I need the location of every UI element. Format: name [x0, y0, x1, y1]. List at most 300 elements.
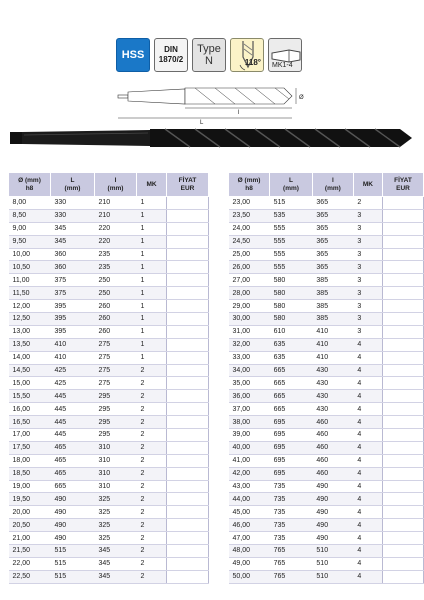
- cell-flute-length: 325: [95, 532, 137, 545]
- cell-flute-length: 410: [312, 338, 353, 351]
- type-label-line2: N: [205, 55, 213, 67]
- point-angle-label: 118°: [244, 58, 261, 67]
- cell-morse-taper: 4: [353, 441, 382, 454]
- cell-diameter: 22,50: [9, 570, 51, 583]
- table-row: [229, 390, 424, 403]
- header-diameter: Ø (mm) h8: [9, 173, 51, 197]
- cell-price: [167, 338, 209, 351]
- cell-price: [382, 570, 423, 583]
- cell-diameter: 30,00: [229, 313, 270, 326]
- cell-total-length: 425: [51, 364, 95, 377]
- table-row: [229, 467, 424, 480]
- cell-morse-taper: 2: [137, 403, 167, 416]
- table-row: [229, 325, 424, 338]
- cell-price: [382, 532, 423, 545]
- header-flute-length: l (mm): [312, 173, 353, 197]
- cell-diameter: 12,50: [9, 313, 51, 326]
- cell-diameter: 23,50: [229, 209, 270, 222]
- cell-diameter: 33,00: [229, 351, 270, 364]
- table-body-left: [9, 197, 209, 584]
- cell-flute-length: 310: [95, 454, 137, 467]
- table-row: [229, 197, 424, 210]
- cell-flute-length: 490: [312, 506, 353, 519]
- cell-morse-taper: 4: [353, 493, 382, 506]
- cell-diameter: 18,50: [9, 467, 51, 480]
- cell-price: [382, 364, 423, 377]
- cell-total-length: 580: [270, 274, 313, 287]
- cell-total-length: 490: [51, 519, 95, 532]
- table-row: [9, 416, 209, 429]
- table-row: [9, 519, 209, 532]
- cell-flute-length: 385: [312, 274, 353, 287]
- cell-flute-length: 490: [312, 519, 353, 532]
- cell-price: [167, 390, 209, 403]
- table-row: [229, 480, 424, 493]
- cell-morse-taper: 4: [353, 403, 382, 416]
- cell-morse-taper: 4: [353, 519, 382, 532]
- table-row: [229, 209, 424, 222]
- cell-morse-taper: 4: [353, 557, 382, 570]
- cell-morse-taper: 3: [353, 274, 382, 287]
- cell-morse-taper: 3: [353, 325, 382, 338]
- cell-diameter: 41,00: [229, 454, 270, 467]
- point-angle-badge: [230, 38, 264, 72]
- table-row: [9, 248, 209, 261]
- cell-total-length: 665: [270, 364, 313, 377]
- cell-diameter: 49,00: [229, 557, 270, 570]
- cell-total-length: 515: [51, 545, 95, 558]
- cell-diameter: 16,00: [9, 403, 51, 416]
- cell-price: [382, 557, 423, 570]
- table-row: [229, 377, 424, 390]
- cell-total-length: 635: [270, 338, 313, 351]
- cell-total-length: 555: [270, 248, 313, 261]
- cell-morse-taper: 1: [137, 313, 167, 326]
- spec-badges: [116, 38, 302, 72]
- table-row: [229, 222, 424, 235]
- cell-morse-taper: 2: [137, 377, 167, 390]
- cell-flute-length: 385: [312, 300, 353, 313]
- cell-price: [167, 493, 209, 506]
- cell-total-length: 665: [51, 480, 95, 493]
- table-row: [9, 222, 209, 235]
- cell-total-length: 535: [270, 209, 313, 222]
- cell-morse-taper: 1: [137, 209, 167, 222]
- drill-size-table-right: [228, 172, 424, 584]
- cell-total-length: 765: [270, 570, 313, 583]
- header-total-length: L (mm): [51, 173, 95, 197]
- cell-total-length: 765: [270, 557, 313, 570]
- cell-flute-length: 430: [312, 403, 353, 416]
- table-row: [229, 570, 424, 583]
- cell-price: [167, 416, 209, 429]
- cell-total-length: 735: [270, 480, 313, 493]
- table-row: [9, 351, 209, 364]
- cell-diameter: 24,00: [229, 222, 270, 235]
- table-row: [9, 300, 209, 313]
- cell-price: [382, 325, 423, 338]
- cell-flute-length: 460: [312, 454, 353, 467]
- cell-morse-taper: 1: [137, 248, 167, 261]
- table-row: [9, 545, 209, 558]
- cell-flute-length: 295: [95, 403, 137, 416]
- cell-price: [167, 454, 209, 467]
- cell-total-length: 490: [51, 493, 95, 506]
- table-row: [229, 416, 424, 429]
- cell-flute-length: 460: [312, 416, 353, 429]
- taper-label: MK1-4: [272, 62, 293, 69]
- cell-morse-taper: 4: [353, 416, 382, 429]
- cell-diameter: 28,00: [229, 287, 270, 300]
- table-header-row: [9, 173, 209, 197]
- cell-price: [167, 351, 209, 364]
- cell-total-length: 580: [270, 287, 313, 300]
- cell-price: [167, 557, 209, 570]
- cell-flute-length: 490: [312, 480, 353, 493]
- cell-price: [382, 261, 423, 274]
- cell-morse-taper: 2: [137, 493, 167, 506]
- cell-total-length: 765: [270, 545, 313, 558]
- table-row: [229, 351, 424, 364]
- cell-diameter: 47,00: [229, 532, 270, 545]
- table-header-row: [229, 173, 424, 197]
- cell-price: [167, 274, 209, 287]
- cell-flute-length: 325: [95, 506, 137, 519]
- drill-point-icon: [231, 39, 265, 73]
- cell-morse-taper: 3: [353, 287, 382, 300]
- table-row: [229, 506, 424, 519]
- table-row: [9, 454, 209, 467]
- cell-total-length: 665: [270, 403, 313, 416]
- table-row: [9, 557, 209, 570]
- cell-diameter: 13,00: [9, 325, 51, 338]
- cell-diameter: 19,50: [9, 493, 51, 506]
- cell-diameter: 21,50: [9, 545, 51, 558]
- cell-total-length: 490: [51, 506, 95, 519]
- din-label-line1: DIN: [164, 45, 178, 54]
- cell-total-length: 375: [51, 274, 95, 287]
- cell-flute-length: 490: [312, 493, 353, 506]
- table-row: [9, 325, 209, 338]
- cell-flute-length: 345: [95, 557, 137, 570]
- cell-morse-taper: 3: [353, 235, 382, 248]
- cell-price: [382, 480, 423, 493]
- cell-total-length: 360: [51, 248, 95, 261]
- cell-flute-length: 460: [312, 429, 353, 442]
- table-row: [9, 338, 209, 351]
- cell-flute-length: 295: [95, 429, 137, 442]
- cell-total-length: 695: [270, 454, 313, 467]
- cell-flute-length: 220: [95, 222, 137, 235]
- cell-total-length: 695: [270, 416, 313, 429]
- cell-flute-length: 275: [95, 364, 137, 377]
- cell-morse-taper: 1: [137, 287, 167, 300]
- cell-diameter: 12,00: [9, 300, 51, 313]
- cell-price: [167, 222, 209, 235]
- table-row: [9, 532, 209, 545]
- cell-price: [167, 429, 209, 442]
- cell-price: [167, 364, 209, 377]
- cell-price: [167, 377, 209, 390]
- cell-total-length: 555: [270, 235, 313, 248]
- table-row: [229, 287, 424, 300]
- cell-flute-length: 385: [312, 287, 353, 300]
- cell-diameter: 38,00: [229, 416, 270, 429]
- cell-diameter: 23,00: [229, 197, 270, 210]
- cell-diameter: 35,00: [229, 377, 270, 390]
- cell-total-length: 395: [51, 313, 95, 326]
- cell-price: [167, 480, 209, 493]
- cell-total-length: 345: [51, 222, 95, 235]
- cell-price: [382, 209, 423, 222]
- cell-diameter: 31,00: [229, 325, 270, 338]
- cell-flute-length: 365: [312, 261, 353, 274]
- cell-price: [382, 197, 423, 210]
- cell-morse-taper: 4: [353, 545, 382, 558]
- cell-diameter: 11,50: [9, 287, 51, 300]
- cell-diameter: 15,50: [9, 390, 51, 403]
- cell-flute-length: 260: [95, 300, 137, 313]
- cell-morse-taper: 4: [353, 364, 382, 377]
- cell-total-length: 665: [270, 377, 313, 390]
- table-row: [9, 274, 209, 287]
- table-row: [229, 493, 424, 506]
- cell-diameter: 14,50: [9, 364, 51, 377]
- cell-flute-length: 430: [312, 364, 353, 377]
- cell-morse-taper: 4: [353, 429, 382, 442]
- cell-diameter: 34,00: [229, 364, 270, 377]
- cell-morse-taper: 4: [353, 506, 382, 519]
- cell-morse-taper: 2: [137, 467, 167, 480]
- cell-morse-taper: 2: [137, 429, 167, 442]
- cell-price: [382, 519, 423, 532]
- cell-total-length: 735: [270, 493, 313, 506]
- cell-price: [167, 519, 209, 532]
- cell-total-length: 695: [270, 467, 313, 480]
- cell-flute-length: 365: [312, 235, 353, 248]
- table-row: [229, 261, 424, 274]
- cell-total-length: 395: [51, 300, 95, 313]
- cell-total-length: 345: [51, 235, 95, 248]
- table-row: [9, 377, 209, 390]
- cell-flute-length: 345: [95, 570, 137, 583]
- cell-diameter: 22,00: [9, 557, 51, 570]
- cell-morse-taper: 1: [137, 300, 167, 313]
- cell-price: [382, 287, 423, 300]
- cell-diameter: 44,00: [229, 493, 270, 506]
- cell-flute-length: 275: [95, 351, 137, 364]
- cell-diameter: 8,00: [9, 197, 51, 210]
- cell-total-length: 735: [270, 506, 313, 519]
- cell-morse-taper: 3: [353, 300, 382, 313]
- cell-morse-taper: 4: [353, 467, 382, 480]
- din-badge: [154, 38, 188, 72]
- cell-diameter: 8,50: [9, 209, 51, 222]
- cell-morse-taper: 2: [137, 519, 167, 532]
- cell-flute-length: 260: [95, 325, 137, 338]
- header-price: FİYAT EUR: [382, 173, 423, 197]
- cell-price: [382, 235, 423, 248]
- cell-price: [167, 403, 209, 416]
- table-row: [9, 261, 209, 274]
- cell-flute-length: 220: [95, 235, 137, 248]
- cell-morse-taper: 2: [353, 197, 382, 210]
- diameter-symbol: Ø: [299, 95, 304, 101]
- cell-flute-length: 365: [312, 222, 353, 235]
- table-row: [9, 390, 209, 403]
- cell-price: [382, 300, 423, 313]
- cell-price: [382, 441, 423, 454]
- table-row: [229, 557, 424, 570]
- cell-diameter: 25,00: [229, 248, 270, 261]
- header-total-length: L (mm): [270, 173, 313, 197]
- cell-total-length: 555: [270, 261, 313, 274]
- cell-flute-length: 410: [312, 351, 353, 364]
- cell-diameter: 24,50: [229, 235, 270, 248]
- drill-drawing: [0, 80, 424, 164]
- cell-total-length: 695: [270, 441, 313, 454]
- cell-price: [382, 313, 423, 326]
- cell-price: [167, 532, 209, 545]
- table-row: [9, 235, 209, 248]
- cell-diameter: 48,00: [229, 545, 270, 558]
- cell-diameter: 20,00: [9, 506, 51, 519]
- cell-morse-taper: 4: [353, 377, 382, 390]
- cell-morse-taper: 1: [137, 235, 167, 248]
- cell-morse-taper: 2: [137, 506, 167, 519]
- cell-price: [167, 570, 209, 583]
- cell-price: [382, 416, 423, 429]
- table-row: [9, 441, 209, 454]
- cell-total-length: 465: [51, 467, 95, 480]
- cell-morse-taper: 4: [353, 338, 382, 351]
- table-row: [9, 364, 209, 377]
- cell-price: [382, 351, 423, 364]
- cell-total-length: 555: [270, 222, 313, 235]
- cell-morse-taper: 1: [137, 222, 167, 235]
- cell-morse-taper: 3: [353, 222, 382, 235]
- cell-total-length: 330: [51, 209, 95, 222]
- cell-diameter: 43,00: [229, 480, 270, 493]
- table-row: [229, 313, 424, 326]
- cell-total-length: 375: [51, 287, 95, 300]
- cell-total-length: 635: [270, 351, 313, 364]
- cell-flute-length: 325: [95, 493, 137, 506]
- cell-diameter: 21,00: [9, 532, 51, 545]
- header-flute-length: l (mm): [95, 173, 137, 197]
- cell-diameter: 10,50: [9, 261, 51, 274]
- cell-price: [382, 248, 423, 261]
- cell-morse-taper: 4: [353, 454, 382, 467]
- cell-price: [167, 467, 209, 480]
- cell-price: [382, 377, 423, 390]
- cell-diameter: 17,00: [9, 429, 51, 442]
- type-label-line1: Type: [197, 43, 221, 55]
- cell-price: [167, 248, 209, 261]
- cell-morse-taper: 1: [137, 261, 167, 274]
- cell-price: [382, 390, 423, 403]
- cell-morse-taper: 2: [137, 390, 167, 403]
- hss-badge: [116, 38, 150, 72]
- cell-morse-taper: 1: [137, 351, 167, 364]
- cell-flute-length: 275: [95, 377, 137, 390]
- table-row: [229, 454, 424, 467]
- cell-total-length: 395: [51, 325, 95, 338]
- table-row: [229, 235, 424, 248]
- cell-flute-length: 365: [312, 209, 353, 222]
- cell-total-length: 515: [51, 570, 95, 583]
- table-row: [229, 248, 424, 261]
- cell-price: [167, 235, 209, 248]
- table-row: [9, 429, 209, 442]
- cell-morse-taper: 4: [353, 532, 382, 545]
- cell-total-length: 425: [51, 377, 95, 390]
- cell-flute-length: 365: [312, 197, 353, 210]
- total-length-label: L: [200, 120, 204, 126]
- cell-price: [382, 274, 423, 287]
- type-badge: [192, 38, 226, 72]
- drill-schematic: [118, 88, 304, 126]
- cell-flute-length: 250: [95, 274, 137, 287]
- cell-diameter: 45,00: [229, 506, 270, 519]
- cell-diameter: 26,00: [229, 261, 270, 274]
- cell-morse-taper: 2: [137, 480, 167, 493]
- cell-flute-length: 430: [312, 377, 353, 390]
- cell-total-length: 735: [270, 519, 313, 532]
- cell-diameter: 40,00: [229, 441, 270, 454]
- table-row: [229, 338, 424, 351]
- cell-diameter: 17,50: [9, 441, 51, 454]
- cell-price: [382, 506, 423, 519]
- taper-badge: [268, 38, 302, 72]
- cell-morse-taper: 3: [353, 209, 382, 222]
- cell-diameter: 32,00: [229, 338, 270, 351]
- cell-price: [167, 197, 209, 210]
- cell-morse-taper: 1: [137, 338, 167, 351]
- cell-total-length: 410: [51, 338, 95, 351]
- cell-diameter: 13,50: [9, 338, 51, 351]
- table-row: [229, 545, 424, 558]
- cell-diameter: 46,00: [229, 519, 270, 532]
- cell-total-length: 515: [51, 557, 95, 570]
- cell-diameter: 14,00: [9, 351, 51, 364]
- cell-flute-length: 210: [95, 197, 137, 210]
- table-row: [229, 403, 424, 416]
- cell-diameter: 9,00: [9, 222, 51, 235]
- cell-diameter: 27,00: [229, 274, 270, 287]
- cell-total-length: 330: [51, 197, 95, 210]
- table-row: [9, 493, 209, 506]
- cell-price: [382, 467, 423, 480]
- cell-diameter: 10,00: [9, 248, 51, 261]
- header-morse-taper: MK: [353, 173, 382, 197]
- table-row: [229, 532, 424, 545]
- cell-morse-taper: 3: [353, 248, 382, 261]
- table-row: [9, 313, 209, 326]
- cell-morse-taper: 3: [353, 313, 382, 326]
- cell-morse-taper: 2: [137, 532, 167, 545]
- table-row: [229, 364, 424, 377]
- cell-flute-length: 275: [95, 338, 137, 351]
- cell-total-length: 665: [270, 390, 313, 403]
- table-row: [229, 441, 424, 454]
- cell-morse-taper: 4: [353, 480, 382, 493]
- header-morse-taper: MK: [137, 173, 167, 197]
- cell-diameter: 18,00: [9, 454, 51, 467]
- cell-total-length: 735: [270, 532, 313, 545]
- cell-morse-taper: 1: [137, 325, 167, 338]
- cell-price: [382, 545, 423, 558]
